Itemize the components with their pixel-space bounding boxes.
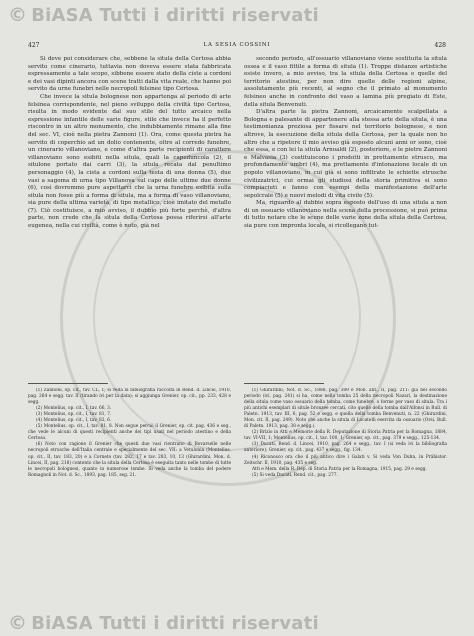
footnote: (6) Noto con ragione il Grenier che questi due vasi rientrano di Bovarselle nelle necropoli etrusche dell'Italia centrale e specialmente del sec. VII: a Vetulonia (Montelius, op. cit., II, tav. 183, 20) e a Corneto (tav. 282, 17 e tav. 283, 10, 13 (Ghirardini, Mon. d. Lincei, II, pag. 218) contento che la situla della Certosa è eseguita tanto nelle tombe di tutte le necropoli bolognesi, quanto in numerose tombe. Si veda anche la tomba del podere Romagnoli in Not. d. Sc., 1893, pag. 185, seg. 21. xyxy=(28,442,231,478)
footnote: (5) Si veda Ducati, Rend. cit., pag. 277. xyxy=(252,472,338,478)
footnote-divider xyxy=(28,383,108,384)
running-title: LA SESIA COSSINI xyxy=(203,42,271,48)
footnote: (2) Montelius, op. cit., I, tav. 66, 3. xyxy=(36,406,112,412)
page-number-right: 428 xyxy=(434,42,446,49)
watermark-top: © BiASA Tutti i diritti riservati xyxy=(8,4,319,26)
paragraph: secondo periodo, all'ossuario villanoviano viene sostituita la situla ossea e il vaso fittile a forma di situla (1). Troppe distanze artistiche esiste invero, a mio avviso, tra la situla della Certosa e quelle del territorio atestino, per non dire quelle delle regioni alpine, assolutamente più recenti, al segno che il primato al monumento felsineo anche in confronto del vaso a lamina più pregiato di Este, della situla Benvenuti. xyxy=(244,56,447,108)
footnote: (3) Ducati, Rend. d. Lincei, 1910, pag. 264 e segg., tav. I (si veda ivi la bibliografia anteriore); Grenier, op. cit., pag. 437 e segg., fig. 134. xyxy=(244,442,447,454)
right-column-body xyxy=(244,56,447,378)
footnote: (4) Montelius, op. cit., I, tav. 82, 6. xyxy=(36,418,112,424)
paragraph: D'altra parte la pietra Zannoni, arcaicamente scalpellata a Bologna e palesante di appartenere alla stessa arte della situla, è una testimonianza preziosa per fissare nel territorio bolognese, e non altrove, la esecuzione della situla della Certosa, per la quale non ho altro che a ripetere il mio avviso già esposto alcuni anni or sono, cioè che essa, e con lei la situla Arnoaldi (2), posteriore, e le pietre Zannoni e Malvasia (3) costituiscono i prodotti in prettamente etrusco, ma profondamente umbri (4), ma prettamente d'intonazione locale di un popolo villanoviano, in cui già si sono infiltrate le schiette etrusche civilizzatrici, cui ormai gli studiosi della storia primitiva si sono compiaciuti e fanno con esempi della manifestazione dell'arte sepolcrale (5) e nuovi melodi di vita civile (5). xyxy=(244,109,447,199)
footnote-divider xyxy=(244,383,324,384)
page-header xyxy=(28,42,446,52)
left-footnotes xyxy=(28,388,231,602)
footnote: (4) Riconosco ora che il più antico dire i Galati v. Si veda Von Duhn, in Prähistor. Zeitschr. II, 1910, pag. 435 e seg. xyxy=(244,454,447,466)
watermark-bottom: © BiASA Tutti i diritti riservati xyxy=(8,612,319,634)
footnote: Atti e Mem. della R. Dep. di Storia Patria per la Romagna, 1915, pag. 29 e segg. xyxy=(252,466,427,472)
footnote: (1) Zannoni, op. cit., tav. CL, 1; si veda la bibliografia raccolta in Rend. d. Lincei, 1910, pag. 264 e segg. tav. II (tirando ivi per la data); si aggiunga Grenier, op. cit., pp. 233, 428 e segg. xyxy=(28,388,231,406)
left-column-body xyxy=(28,56,231,378)
paragraph: Ma, riguardo al dubbio sopra esposto dell'uso di una situla a non di un ossuario villanoviano nella scena della processione, si può prima di tutto notare che le scene delle varie zone della situla della Certosa, sia pure con impronta locale, si ricollegano tut- xyxy=(244,200,447,230)
page-number-left: 427 xyxy=(28,42,40,49)
paragraph: Si deve poi considerare che, sebbene la situla della Certosa abbia servito come cinerario, tuttavia non doveva essere stata fabbricata espressamente a tale scopo, sibbene essere stato della ciste a cordoni e dei vasi dipinti ancora con scene tratti dalla vita reale, che hanno poi servito da urne funebri nelle necropoli felsinee tipo Certosa. xyxy=(28,56,231,93)
paragraph: Che invece la situla bolognese non appartenga al periodo di arte felsinea corrispondente, nel pieno sviluppo della civiltà tipo Certosa, risulta in modo evidente dal suo stile del tutto arcaico nella espressione infantile delle varie figure, stile che invece ha il perfetto riscontro in un altro monumento, che indubbiamente rimane alla fine del sec. VI, cioè nella pietra Zannoni (1). Ora, come questa pietra ha servito di coperchio ad un dolio contenente, oltre al corredo funebre, un cinerario villanoviano, e come d'altra parte recipienti di carattere villanoviano sono esibiti nella situla, quali la capeduncola (2), il situlone portato dai carri (3), la situla recata dal penultimo personaggio (4), la cista a cordoni sulla testa di una donna (5), due vasi a sagoma di urna tipo Villanova sul capo delle ultime due donne (6), così dovremmo pure aspettarci che la urna funebre esibita sulla situla non fosse più a forma di situla, ma a forma di vaso villanoviano, sia pure della ultima varietà, di tipo metallico, cioè imitato del metallo (7). Ciò costituisce, a mio avviso, il dubbio più forte perchè, d'altra parte, non crede che la situla della Certosa possa riferirsi all'arte eugenea, nella cui civiltà, come è noto, già nel xyxy=(28,93,231,230)
right-footnotes xyxy=(244,388,447,602)
footnote: (3) Montelius, op. cit., I, tav. 81, 7. xyxy=(36,412,112,418)
footnote: (5) Montelius, op. cit., I, tav. 81, 8. Non segue perciò il Grenier, op. cit. pag. 436 e seg., che vede le alcuni di questi recipienti anche dei tipi usati nel periodo atestino e della Certosa. xyxy=(28,424,231,442)
footnote: (2) Brizio in Atti e Memorie della R. Deputazione di Storia Patria per la Romagna, 1884, tav. VI-VII, 1; Montelius, op. cit., I, tav. 100, 1; Grenier, op. cit., pag. 379 e segg., 125-134. xyxy=(244,430,447,442)
footnote: (1) Ghirardini, Not. d. Sc., 1888, pag. 389 e Mon. ant., II, pag. 211: già nel secondo periodo (ivi, pag. 241) si ha, come nella tomba 25 della necropoli Nazari, la destinazione della situla come vaso ossuario della tomba, come funebre, o forme per vaso di situla. Tra i più antichi esemplari di situle bronzee cercati, cito quello della tomba dall'Alfonsi in Bull. di Paletn. 1913, tav. III, 6, pag. 52 e segg. e quella della tomba Benvenuti, n. 22 (Ghirardini, Mon. cit. II, pag. 249). Noto che anche la situla di Locatelli esercita da ossuario (Orsi, Bull. di Paletn. 1913, pag. 38 e segg.). xyxy=(244,388,447,430)
